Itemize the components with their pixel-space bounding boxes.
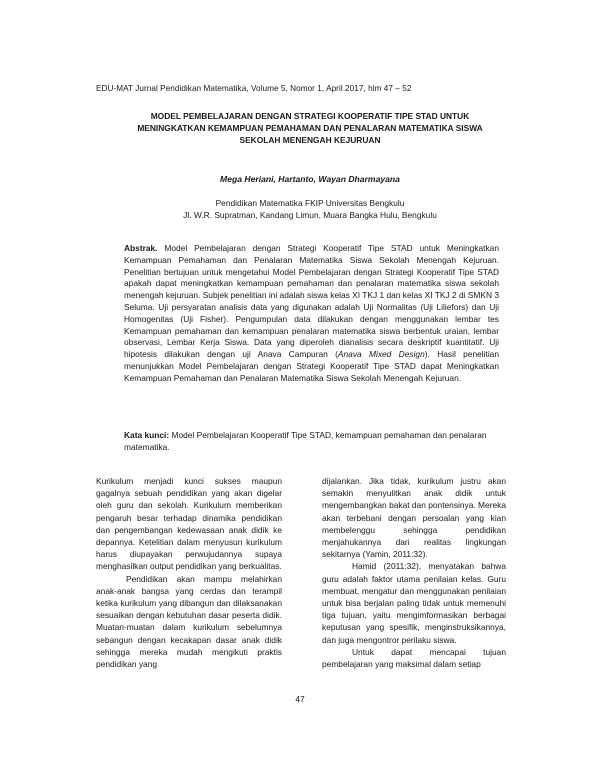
body-paragraph: Untuk dapat mencapai tujuan pembelajaran yang maksimal dalam setiap [322, 646, 506, 670]
body-paragraph: dijalankan. Jika tidak, kurikulum justru akan semakin menyulitkan anak didik untuk mengembangkan bakat dan pontensinya. Mereka akan terbebani dengan persoalan yang kian membelenggu sehingga pendidikan menjahukannya dari realitas lingkungan sekitarnya (Yamin, 2011:32). [322, 476, 506, 560]
article-title [100, 110, 520, 146]
affiliation [100, 197, 520, 221]
keywords [124, 430, 499, 454]
abstract-text-end: ). Hasil penelitian menunjukkan Model Pembelajaran dengan Strategi Kooperatif Tipe STAD dapat Meningkatkan Kemampuan Pemahaman dan Penalaran Matematika Siswa Sekolah Menengah Kejuruan. [124, 349, 499, 383]
title-line: SEKOLAH MENENGAH KEJURUAN [239, 135, 381, 145]
body-column-left [96, 475, 282, 670]
affiliation-line: Pendidikan Matematika FKIP Universitas Bengkulu [215, 198, 405, 208]
abstract-italic-term: Anava Mixed Design [337, 349, 425, 360]
body-column-right [322, 475, 506, 670]
affiliation-line: Jl. W.R. Supratman, Kandang Limun, Muara Bangka Hulu, Bengkulu [183, 210, 437, 220]
keywords-text: Model Pembelajaran Kooperatif Tipe STAD, kemampuan pemahaman dan penalaran matematika. [124, 430, 487, 452]
title-line: MODEL PEMBELAJARAN DENGAN STRATEGI KOOPERATIF TIPE STAD UNTUK [150, 111, 470, 121]
title-line: MENINGKATKAN KEMAMPUAN PEMAHAMAN DAN PENALARAN MATEMATIKA SISWA [137, 123, 483, 133]
abstract [124, 243, 499, 385]
body-paragraph: Pendidikan akan mampu melahirkan anak-anak bangsa yang cerdas dan terampil ketika kurikulum yang dibangun dan dilaksanakan sesuaikan dengan kebutuhan dasar peserta didik. Muatan-muatan dalam kurikulum sebelumnya sebangun dengan kecakapan dasar anak didik sehingga mereka mudah mengikuti praktis pendidikan yang [96, 573, 282, 670]
abstract-text: Model Pembelajaran dengan Strategi Kooperatif Tipe STAD untuk Meningkatkan Kemampuan Pemahaman dan Penalaran Matematika Siswa Sekolah Menengah Kejuruan. Penelitian bertujuan untuk mengetahui Model Pembelajaran dengan Strategi Kooperatif Tipe STAD apakah dapat meningkatkan kemampuan pemahaman dan penalaran matematika siswa sekolah menengah kejuruan. Subjek penelitian ini adalah siswa kelas XI TKJ 1 dan kelas XI TKJ 2 di SMKN 3 Seluma. Uji persyaratan analisis data yang digunakan adalah Uji Normalitas (Uji Liliefors) dan Uji Homogenitas (Uji Fisher). Pengumpulan data dilakukan dengan menggunakan lembar tes Kemampuan pemahaman dan kemampuan penalaran matematika siswa berbentuk uraian, lembar observasi, Lembar Kerja Siswa. Data yang diperoleh dianalisis secara deskriptif kuantitatif. Uji hipotesis dilakukan dengan uji Anava Campuran ( [124, 243, 499, 360]
body-paragraph: Hamid (2011:32), menyatakan bahwa guru adalah faktor utama penilaian kelas. Guru membuat, mengatur dan menggunakan penilaian untuk bisa berjalan paling tidak untuk memenuhi tiga tujuan, yaitu mengimformasikan berbagai keputusan yang spesifik, menginstruksikannya, dan juga mengontror perilaku siswa. [322, 561, 506, 645]
body-paragraph: Kurikulum menjadi kunci sukses maupun gagalnya sebuah pendidikan yang akan digelar oleh guru dan sekolah. Kurikulum memberikan pengaruh besar terhadap dinamika pendidikan dan pengembangan kedewasaan anak didik ke depannya. Ketelitian dalam menyusun kurikulum harus diupayakan perwujudannya supaya menghasilkan output pendidikan yang berkualitas. [96, 476, 282, 572]
abstract-label: Abstrak. [124, 243, 158, 253]
author-list: Mega Heriani, Hartanto, Wayan Dharmayana [220, 174, 400, 184]
page-number: 47 [295, 694, 305, 704]
running-header: EDU-MAT Jurnal Pendidikan Matematika, Volume 5, Nomor 1, April 2017, hlm 47 – 52 [96, 84, 412, 93]
keywords-label: Kata kunci: [124, 430, 170, 440]
